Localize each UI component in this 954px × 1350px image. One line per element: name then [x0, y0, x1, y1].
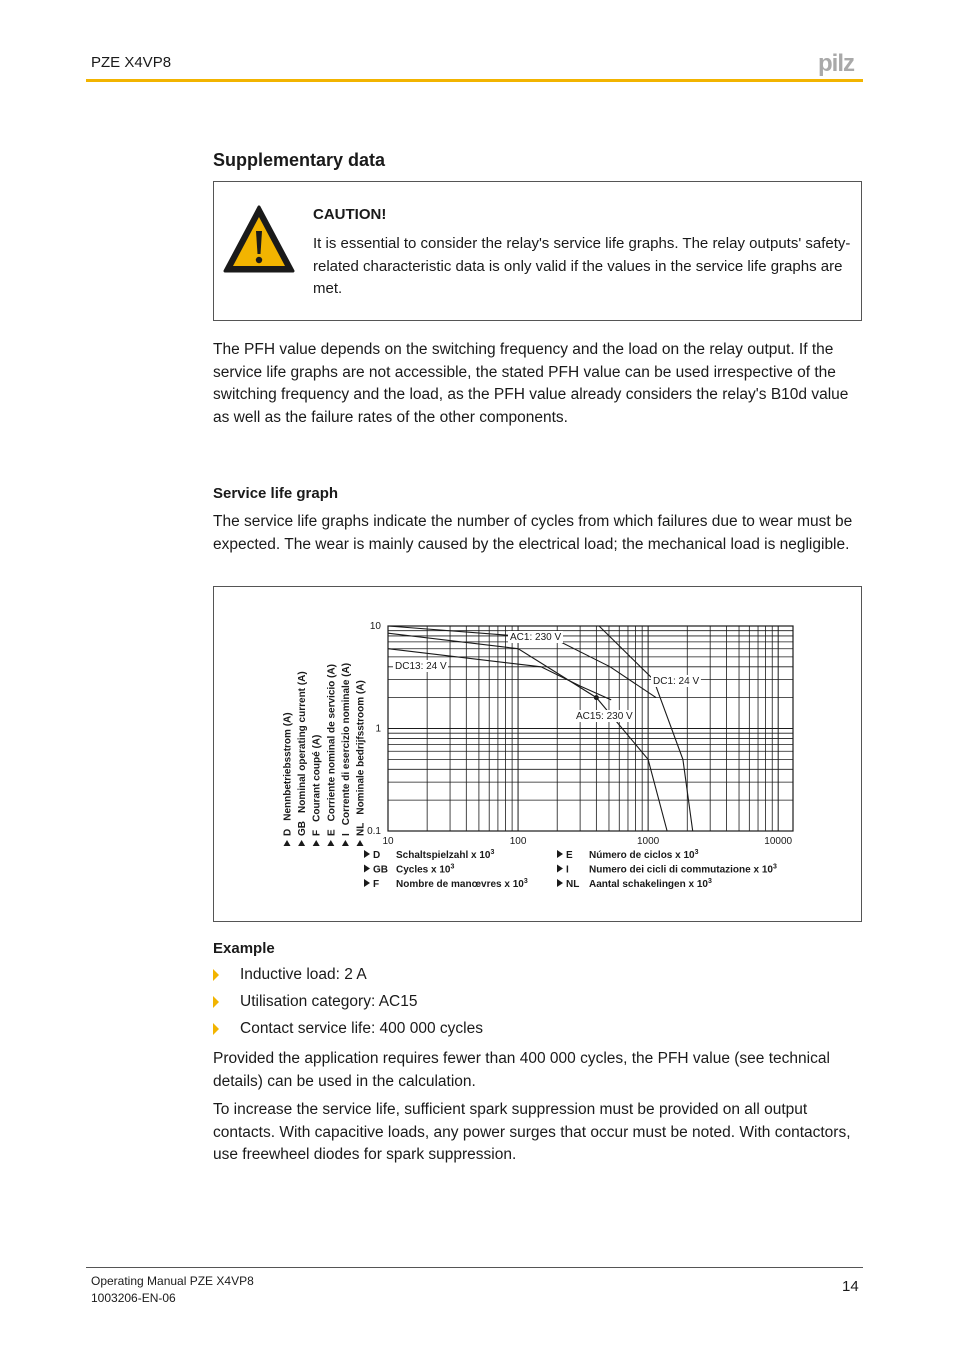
series-line: [388, 649, 611, 700]
footer-divider: [86, 1267, 863, 1268]
x-tick-label: 1000: [636, 836, 660, 847]
x-axis-label-code: F: [373, 879, 380, 890]
axis-arrow-icon: [313, 840, 320, 846]
x-tick-label: 100: [509, 836, 527, 847]
x-axis-label-text: Numero dei cicli di commutazione x $10^3$: [589, 863, 777, 876]
section-title: Supplementary data: [213, 150, 386, 170]
y-tick-label: 1: [375, 723, 381, 735]
y-axis-label-text: Corrente di esercizio nominale (A): [340, 662, 352, 826]
x-axis-label-text: Schaltspielzahl x $10^3$: [396, 849, 495, 861]
x-tick-label: 10000: [764, 836, 793, 847]
service-life-chart: [213, 586, 862, 922]
axis-arrow-icon: [364, 865, 370, 873]
bullet-arrow-icon: [213, 969, 219, 981]
series-label: DC13: 24 V: [395, 661, 447, 672]
caution-title: CAUTION!: [313, 206, 387, 223]
x-tick-label: 10: [382, 836, 394, 847]
x-axis-label-text: Cycles x $10^3$: [396, 863, 455, 876]
y-axis-label: [283, 712, 294, 836]
axis-arrow-icon: [557, 850, 563, 858]
y-axis-label: [312, 735, 323, 836]
series-label: DC1: 24 V: [653, 676, 700, 687]
footer-info: [91, 1273, 254, 1307]
series-label: AC1: 230 V: [510, 632, 562, 643]
example-heading: Example: [213, 940, 275, 957]
y-axis-label-text: Corriente nominal de servicio (A): [326, 664, 338, 822]
y-axis-label-code: NL: [355, 822, 367, 836]
y-axis-label-text: Nennbetriebsstrom (A): [282, 712, 294, 821]
x-axis-label-exponent: 3: [523, 878, 528, 885]
x-axis-label-exponent: 3: [707, 878, 712, 885]
y-axis-label: [326, 664, 337, 836]
bullet-arrow-icon: [213, 1023, 219, 1035]
y-axis-label-code: F: [311, 829, 323, 836]
axis-arrow-icon: [327, 840, 334, 846]
series-label: AC15: 230 V: [576, 711, 633, 722]
x-axis-label-exponent: 3: [450, 863, 455, 871]
y-axis-label-code: D: [282, 828, 294, 836]
page-number: 14: [842, 1278, 859, 1295]
bullet-text: Contact service life: 400 000 cycles: [240, 1020, 483, 1037]
caution-text: It is essential to consider the relay's service life graphs. The relay outputs' safety-related characteristic data is only valid if the values in the service life graphs are met.: [313, 235, 851, 297]
y-axis-label-text: Courant coupé (A): [311, 734, 323, 822]
axis-arrow-icon: [357, 840, 364, 846]
axis-arrow-icon: [298, 840, 305, 846]
x-axis-label-code: NL: [566, 879, 580, 890]
x-axis-label-code: I: [566, 864, 569, 876]
service-life-paragraph: The service life graphs indicate the number of cycles from which failures due to wear must be expected. The wear is mainly caused by the electrical load; the mechanical load is negligible.: [213, 513, 853, 553]
axis-arrow-icon: [364, 879, 370, 887]
x-axis-label-code: E: [566, 850, 573, 861]
axis-arrow-icon: [342, 840, 349, 846]
x-axis-label-code: GB: [373, 864, 388, 876]
axis-arrow-icon: [557, 865, 563, 873]
document-title: PZE X4VP8: [91, 54, 172, 71]
axis-arrow-icon: [364, 850, 370, 858]
bullet-text: Inductive load: 2 A: [240, 966, 367, 983]
x-axis-labels: [364, 849, 777, 890]
y-tick-label: 10: [369, 621, 381, 632]
spark-suppression-paragraph: To increase the service life, sufficient spark suppression must be provided on all output contacts. With capacitive loads, any power surges that occur must be noted. With contactors, use freewheel diodes for spark suppression.: [213, 1101, 851, 1163]
warning-triangle-icon: [223, 204, 295, 274]
service-life-heading: Service life graph: [213, 485, 339, 502]
y-axis-label-code: E: [326, 829, 338, 836]
x-axis-label-text: Nombre de manœvres x $10^3$: [396, 878, 528, 890]
example-point-marker: [594, 695, 599, 700]
x-axis-label-text: Aantal schakelingen x $10^3$: [589, 878, 712, 890]
x-axis-label-code: D: [373, 850, 381, 861]
footer-doc-number: 1003206-EN-06: [91, 1291, 176, 1305]
x-axis-label-exponent: 3: [772, 863, 777, 871]
application-paragraph: Provided the application requires fewer than 400 000 cycles, the PFH value (see technical details) can be used in the calculation.: [213, 1050, 830, 1090]
x-axis-label-exponent: 3: [694, 849, 699, 856]
bullet-text: Utilisation category: AC15: [240, 993, 418, 1010]
pilz-logo: [818, 50, 866, 76]
chart-series-labels: [393, 631, 701, 722]
y-tick-label: 0.1: [367, 826, 381, 837]
footer-manual-title: Operating Manual PZE X4VP8: [91, 1274, 254, 1288]
pfh-paragraph: The PFH value depends on the switching frequency and the load on the relay output. If the service life graphs are not accessible, the stated PFH value can be used irrespective of the switching frequency and the load, as the PFH value already considers the relay's B10d value as well as the failure rates of the other components.: [213, 341, 849, 426]
y-axis-label: [297, 671, 308, 836]
y-axis-label-text: Nominale bedrijfsstroom (A): [355, 680, 367, 815]
y-axis-label: [341, 663, 352, 836]
y-axis-label-text: Nominal operating current (A): [297, 671, 309, 813]
y-axis-labels: [283, 663, 367, 846]
bullet-arrow-icon: [213, 996, 219, 1008]
y-axis-label-code: I: [340, 833, 352, 836]
y-axis-label-code: GB: [297, 821, 309, 836]
axis-arrow-icon: [284, 840, 291, 846]
y-axis-label: [356, 680, 367, 836]
x-axis-label-text: Número de ciclos x $10^3$: [589, 849, 699, 861]
x-axis-label-exponent: 3: [490, 849, 495, 856]
header-divider: [86, 79, 863, 82]
axis-arrow-icon: [557, 879, 563, 887]
logo-text: pilz: [818, 50, 854, 76]
